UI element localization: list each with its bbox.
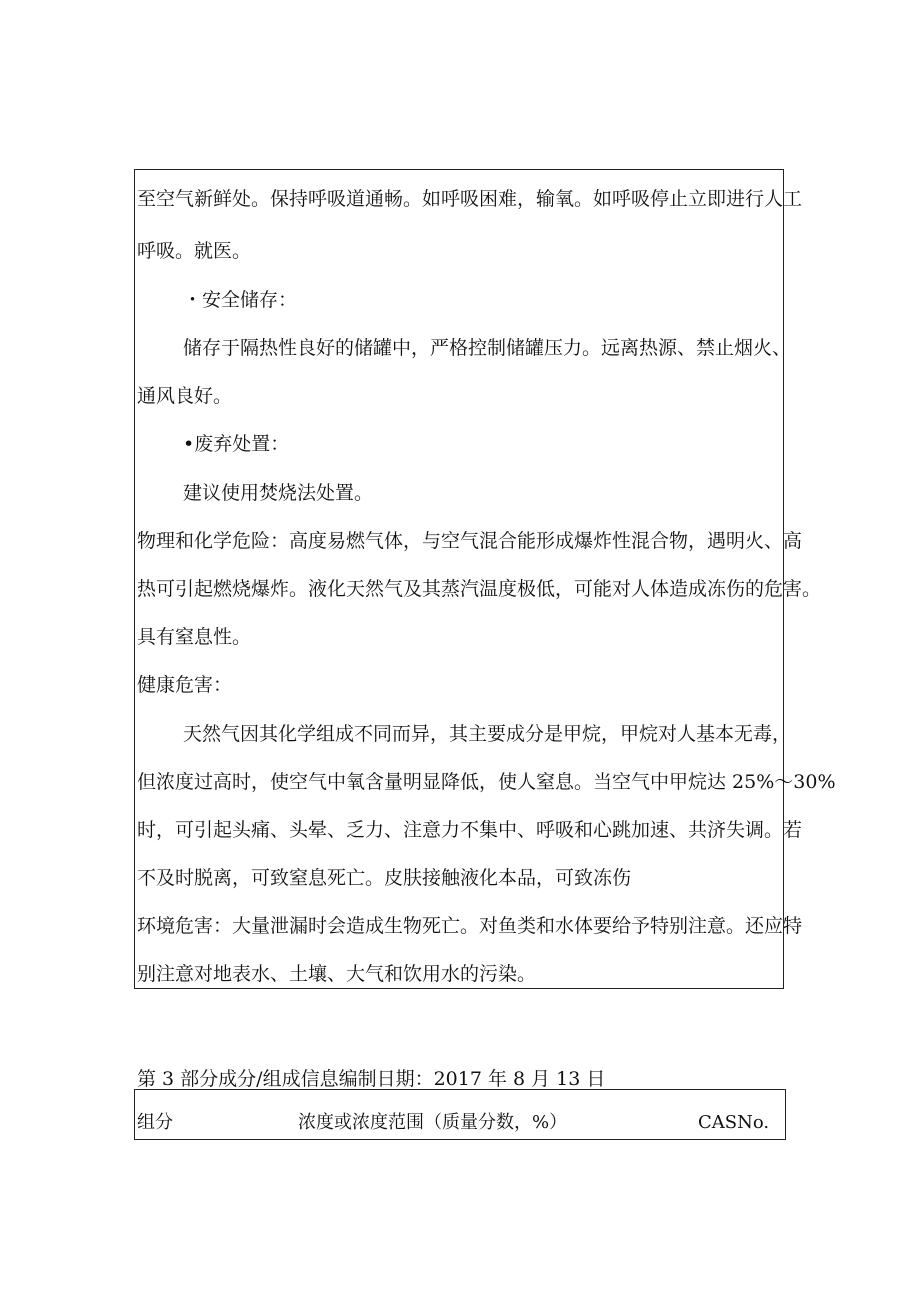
column-header-cas-no: CASNo.	[698, 1112, 770, 1133]
text-line: 物理和化学危险：高度易燃气体，与空气混合能形成爆炸性混合物，遇明火、高	[137, 530, 803, 552]
text-line: 时，可引起头痛、头晕、乏力、注意力不集中、呼吸和心跳加速、共济失调。若	[137, 819, 803, 841]
subheading-safe-storage: ・安全储存：	[183, 289, 298, 311]
text-line: 天然气因其化学组成不同而异，其主要成分是甲烷，甲烷对人基本无毒，	[183, 723, 792, 745]
text-line: 储存于隔热性良好的储罐中，严格控制储罐压力。远离热源、禁止烟火、	[183, 337, 792, 359]
text-line: 不及时脱离，可致窒息死亡。皮肤接触液化本品，可致冻伤	[137, 867, 632, 889]
column-header-concentration: 浓度或浓度范围（质量分数，%）	[298, 1112, 568, 1133]
text-line: 环境危害：大量泄漏时会造成生物死亡。对鱼类和水体要给予特别注意。还应特	[137, 915, 803, 937]
text-line: 别注意对地表水、土壤、大气和饮用水的污染。	[137, 963, 537, 985]
heading-health-hazard: 健康危害：	[137, 674, 233, 696]
column-header-component: 组分	[137, 1112, 173, 1133]
text-line: 建议使用焚烧法处置。	[183, 482, 374, 504]
text-line: 热可引起燃烧爆炸。液化天然气及其蒸汽温度极低，可能对人体造成冻伤的危害。	[137, 578, 822, 600]
section-3-heading: 第 3 部分成分/组成信息编制日期：2017 年 8 月 13 日	[137, 1068, 606, 1090]
text-line: 通风良好。	[137, 385, 233, 407]
text-line: 呼吸。就医。	[137, 240, 252, 262]
text-line: 但浓度过高时，使空气中氧含量明显降低，使人窒息。当空气中甲烷达 25%～30%	[137, 771, 836, 793]
text-line: 至空气新鲜处。保持呼吸道通畅。如呼吸困难，输氧。如呼吸停止立即进行人工	[137, 188, 803, 210]
text-line: 具有窒息性。	[137, 626, 252, 648]
subheading-disposal: •废弃处置：	[183, 433, 290, 455]
